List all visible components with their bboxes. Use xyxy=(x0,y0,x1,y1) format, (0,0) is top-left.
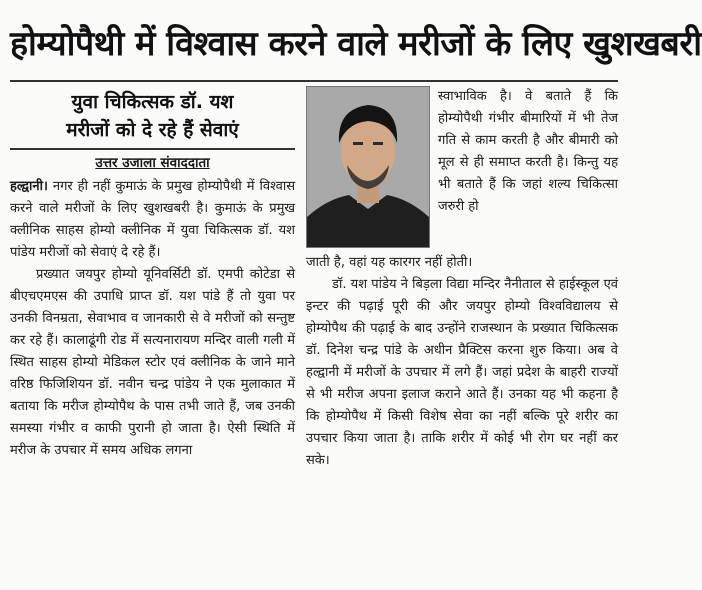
subheadline xyxy=(10,88,295,146)
article-column-2 xyxy=(306,252,618,472)
article-column-2-top: स्वाभाविक है। वे बताते हैं कि होम्योपैथी गंभीर बीमारियों में भी तेज गति से काम करती है और बीमारी को मूल से ही समाप्त करती है। किन्तु यह भी बताते हैं कि जहां शल्य चिकित्सा जरुरी हो xyxy=(438,89,618,214)
byline: उत्तर उजाला संवाददाता xyxy=(95,155,210,171)
article-paragraph-2: प्रख्यात जयपुर होम्यो यूनिवर्सिटी डॉ. एमपी कोटेडा से बीएचएमएस की उपाधि प्राप्त डॉ. यश पांडे हैं तो युवा पर उनकी विनम्रता, सेवाभाव व जानकारी से वे मरीजों को सन्तुष्ट कर रहे हैं। कालाढूंगी रोड में सत्यनारायण मन्दिर वाली गली में स्थित साहस होम्यो मेडिकल स्टोर एवं क्लीनिक के जाने माने वरिष्ठ फिजिशियन डॉ. नवीन चन्द्र पांडेय ने एक मुलाकात में बताया कि मरीज होम्योपैथ के पास तभी जाते हैं, जब उनकी समस्या गंभीर व काफी पुरानी हो जाता है। ऐसी स्थिति में मरीज के उपचार में समय अधिक लगना xyxy=(10,267,295,458)
subheadline-line-1: युवा चिकित्सक डॉ. यश xyxy=(71,91,234,113)
headline-divider xyxy=(10,80,618,82)
subheadline-line-2: मरीजों को दे रहे हैं सेवाएं xyxy=(66,119,239,141)
doctor-photo xyxy=(306,86,430,248)
dateline: हल्द्वानी। xyxy=(10,179,48,194)
subheadline-divider xyxy=(10,148,295,150)
article-paragraph-4: डॉ. यश पांडेय ने बिड़ला विद्या मन्दिर नैनीताल से हाईस्कूल एवं इन्टर की पढ़ाई पूरी की और जयपुर होम्यो विश्वविद्यालय से होम्योपैथ की पढ़ाई के बाद उन्होंने राजस्थान के प्रख्यात चिकित्सक डॉ. दिनेश चन्द्र पांडे के अधीन प्रैक्टिस करना शुरु किया। अब वे हल्द्वानी में मरीजों के उपचार में लगे हैं। जहां प्रदेश के बाहरी राज्यों से भी मरीज अपना इलाज कराने आते हैं। उनका यह भी कहना है कि होम्योपैथ में किसी विशेष सेवा का नहीं बल्कि पूरे शरीर का उपचार किया जाता है। ताकि शरीर में कोई भी रोग घर नहीं कर सके। xyxy=(306,277,618,468)
headline: होम्योपैथी में विश्वास करने वाले मरीजों के लिए खुशखबरी xyxy=(10,24,702,64)
article-paragraph-1-text: नगर ही नहीं कुमाऊं के प्रमुख होम्योपैथी में विश्वास करने वाले मरीजों के लिए खुशखबरी है। कुमाऊं के प्रमुख क्लीनिक साहस होम्यो क्लीनिक में युवा चिकित्सक डॉ. यश पांडेय मरीजों को सेवाएं दे रहे हैं। xyxy=(10,179,295,260)
article-paragraph-3-end: जाती है, वहां यह कारगर नहीं होती। xyxy=(306,255,473,270)
article-column-1 xyxy=(10,176,295,462)
article-paragraph-1 xyxy=(10,176,295,264)
